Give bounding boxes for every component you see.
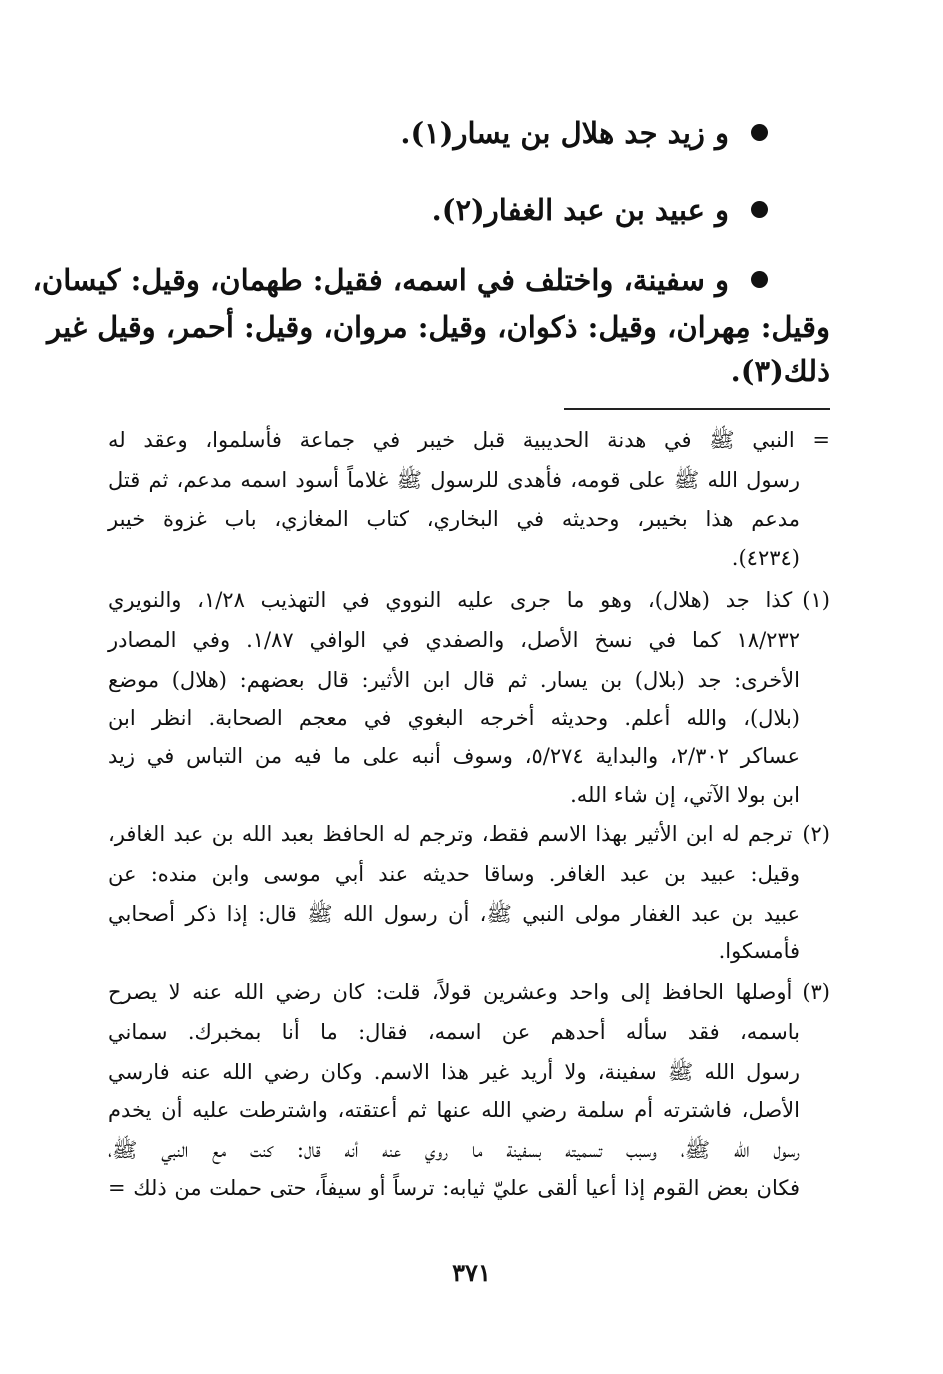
footnote-3-line: الأصل، فاشترته أم سلمة رضي الله عنها ثم أعتقته، واشترطت عليه أن يخدم — [108, 1098, 800, 1122]
main-item-3-line-2: وقيل: مِهران، وقيل: ذكوان، وقيل: مروان، وقيل: أحمر، وقيل غير — [47, 310, 830, 344]
footnote-2-line: وقيل: عبيد بن عبد الغافر. وساقا حديثه عند أبي موسى وابن منده: عن — [108, 862, 800, 886]
footnote-cont-line: (٤٢٣٤). — [731, 546, 800, 570]
footnote-separator — [564, 408, 830, 410]
footnote-1-line: ابن بولا الآتي، إن شاء الله. — [570, 783, 800, 807]
main-item-2: و عبيد بن عبد الغفار(٢). — [432, 193, 768, 227]
footnote-cont-line: = النبي ﷺ في هدنة الحديبية قبل خيبر في جماعة فأسلموا، وعقد له — [108, 428, 830, 452]
page-number: ٣٧١ — [452, 1258, 491, 1287]
footnote-1-line: الأخرى: جد (بلال) بن يسار. ثم قال ابن الأثير: قال بعضهم: (هلال) موضع — [108, 668, 800, 692]
bullet-icon — [751, 201, 768, 218]
footnote-cont-line: مدعم هذا بخيبر، وحديثه في البخاري، كتاب المغازي، باب غزوة خيبر — [108, 507, 800, 531]
main-item-1: و زيد جد هلال بن يسار(١). — [400, 116, 768, 150]
footnote-cont-line: رسول الله ﷺ على قومه، فأهدى للرسول ﷺ غلاماً أسود اسمه مدعم، ثم قتل — [108, 468, 800, 492]
bullet-icon — [751, 124, 768, 141]
footnote-1-line: (بلال)، والله أعلم. وحديثه أخرجه البغوي في معجم الصحابة. انظر ابن — [108, 706, 800, 730]
footnote-3-line: (٣)أوصلها الحافظ إلى واحد وعشرين قولاً، قلت: كان رضي الله عنه لا يصرح — [108, 980, 830, 1004]
footnote-3-line: رسول الله ﷺ، وسبب تسميته بسفينة ما روي عنه أنه قال: كنت مع النبي ﷺ، — [108, 1138, 800, 1162]
footnote-3-line: فكان بعض القوم إذا أعيا ألقى عليّ ثيابه: ترساً أو سيفاً، حتى حملت من ذلك = — [108, 1176, 800, 1200]
footnote-1-line: ١٨/٢٣٢ كما في نسخ الأصل، والصفدي في الوافي ١/٨٧. وفي المصادر — [108, 628, 801, 652]
footnote-1-line: عساكر ٢/٣٠٢، والبداية ٥/٢٧٤، وسوف أنبه على ما فيه من التباس في زيد — [108, 744, 800, 768]
footnote-1-number: (١) — [802, 588, 830, 612]
footnote-2-line: فأمسكوا. — [718, 939, 800, 963]
main-item-3-line-3: ذلك(٣). — [730, 354, 830, 388]
footnote-3-line: رسول الله ﷺ سفينة، ولا أريد غير هذا الاسم. وكان رضي الله عنه فارسي — [108, 1060, 800, 1084]
footnote-2-line: (٢)ترجم له ابن الأثير بهذا الاسم فقط، وترجم له الحافظ بعبد الله بن عبد الغافر، — [108, 822, 830, 846]
bullet-icon — [751, 271, 768, 288]
footnote-3-number: (٣) — [802, 980, 830, 1004]
footnote-1-line: (١)كذا جد (هلال)، وهو ما جرى عليه النووي في التهذيب ١/٢٨، والنويري — [108, 588, 830, 612]
main-item-3-line-1: و سفينة، واختلف في اسمه، فقيل: طهمان، وقيل: كيسان، — [108, 263, 830, 297]
footnote-3-line: باسمه، فقد سأله أحدهم عن اسمه، فقال: ما أنا بمخبرك. سماني — [108, 1020, 800, 1044]
footnote-2-number: (٢) — [802, 822, 830, 846]
footnote-2-line: عبيد بن عبد الغفار مولى النبي ﷺ، أن رسول الله ﷺ قال: إذا ذكر أصحابي — [108, 902, 800, 926]
